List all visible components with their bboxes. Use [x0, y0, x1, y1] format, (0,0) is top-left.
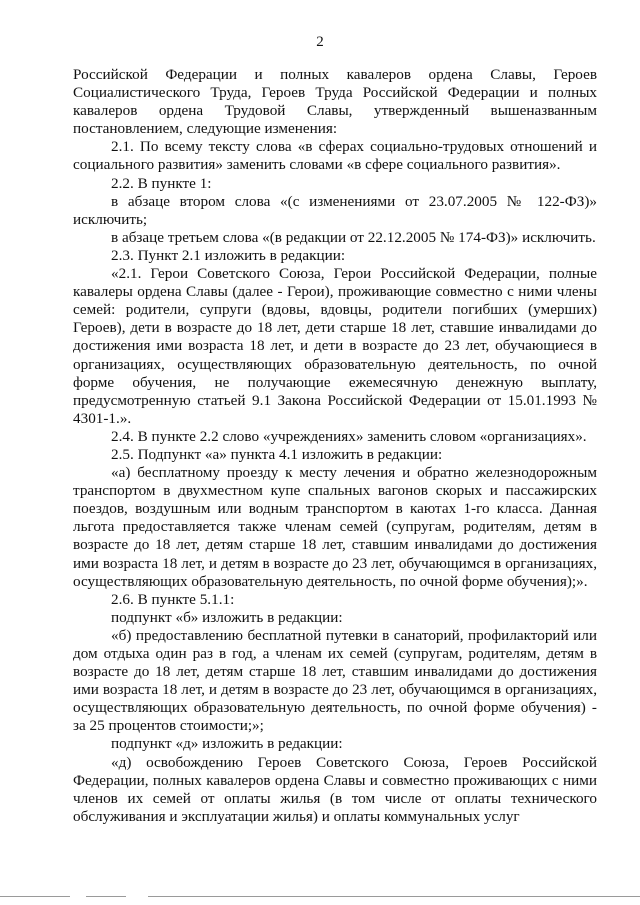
paragraph-2-6-d-text: «д) освобождению Героев Советского Союза, Героев Российской Федерации, полных кавалеров ордена Славы и совместно проживающих с ними членов их семей от оплаты жилья (в том числе от оплаты технического обслуживания и эксплуатации жилья) и оплаты коммунальных услуг [73, 753, 597, 825]
paragraph-2-6-b-text: «б) предоставлению бесплатной путевки в санаторий, профилакторий или дом отдыха один раз в год, а членам их семей (супругам, родителям, детям в возрасте до 18 лет, детям старше 18 лет, ставшим инвалидами до достижения ими возраста 18 лет, и детям в возрасте до 23 лет, обучающимся в организациях, осуществляющих образовательную деятельность, по очной форме обучения) - за 25 процентов стоимости;»; [73, 626, 597, 735]
scan-edge-line [86, 896, 126, 897]
paragraph-2-5-text: «а) бесплатному проезду к месту лечения и обратно железнодорожным транспортом в двухместном купе спальных вагонов скорых и пассажирских поездов, воздушным или водным транспортом в каютах 1-го класса. Данная льгота предоставляется также членам семей (супругам, родителям, детям в возрасте до 18 лет, детям старше 18 лет, ставшим инвалидами до достижения ими возраста 18 лет, и детям в возрасте до 23 лет, обучающимся в организациях, осуществляющих образовательную деятельность, по очной форме обучения);». [73, 464, 597, 590]
document-body [73, 66, 597, 826]
paragraph-2-3-text: «2.1. Герои Советского Союза, Герои Российской Федерации, полные кавалеры ордена Славы (далее - Герои), проживающие совместно с ними члены семей: родители, супруги (вдовы, вдовцы, родители погибших (умерших) Героев), дети в возрасте до 18 лет, дети старше 18 лет, ставшие инвалидами до достижения ими возраста 18 лет, и дети в возрасте до 23 лет, обучающиеся в организациях, осуществляющих образовательную деятельность, по очной форме обучения, не получающие ежемесячную денежную выплату, предусмотренную статьей 9.1 Закона Российской Федерации от 15.01.1993 № 4301-1.». [73, 265, 597, 427]
paragraph-intro-continuation: Российской Федерации и полных кавалеров ордена Славы, Героев Социалистического Труда, Героев Труда Российской Федерации и полных кавалеров ордена Трудовой Славы, утвержденный вышеназванным постановлением, следующие изменения: [73, 66, 597, 138]
paragraph-2-3: 2.3. Пункт 2.1 изложить в редакции: [111, 246, 346, 264]
paragraph-2-1: 2.1. По всему тексту слова «в сферах социально-трудовых отношений и социального развития» заменить словами «в сфере социального развития». [73, 138, 597, 174]
scan-edge-line [0, 896, 70, 897]
page-bottom-edge [0, 890, 640, 905]
paragraph-2-5: 2.5. Подпункт «а» пункта 4.1 изложить в редакции: [111, 445, 443, 463]
paragraph-2-2-b: в абзаце третьем слова «(в редакции от 22.12.2005 № 174-ФЗ)» исключить. [111, 228, 596, 246]
paragraph-2-6-b-intro: подпункт «б» изложить в редакции: [111, 608, 343, 626]
paragraph-2-2-a: в абзаце втором слова «(с изменениями от 23.07.2005 № 122-ФЗ)» исключить; [73, 192, 597, 228]
paragraph-2-6: 2.6. В пункте 5.1.1: [111, 590, 235, 608]
paragraph-2-2: 2.2. В пункте 1: [111, 174, 212, 192]
paragraph-2-4: 2.4. В пункте 2.2 слово «учреждениях» заменить словом «организациях». [111, 427, 587, 445]
scan-edge-line [148, 896, 640, 897]
page-number: 2 [316, 34, 324, 50]
paragraph-2-6-d-intro: подпункт «д» изложить в редакции: [111, 735, 343, 753]
